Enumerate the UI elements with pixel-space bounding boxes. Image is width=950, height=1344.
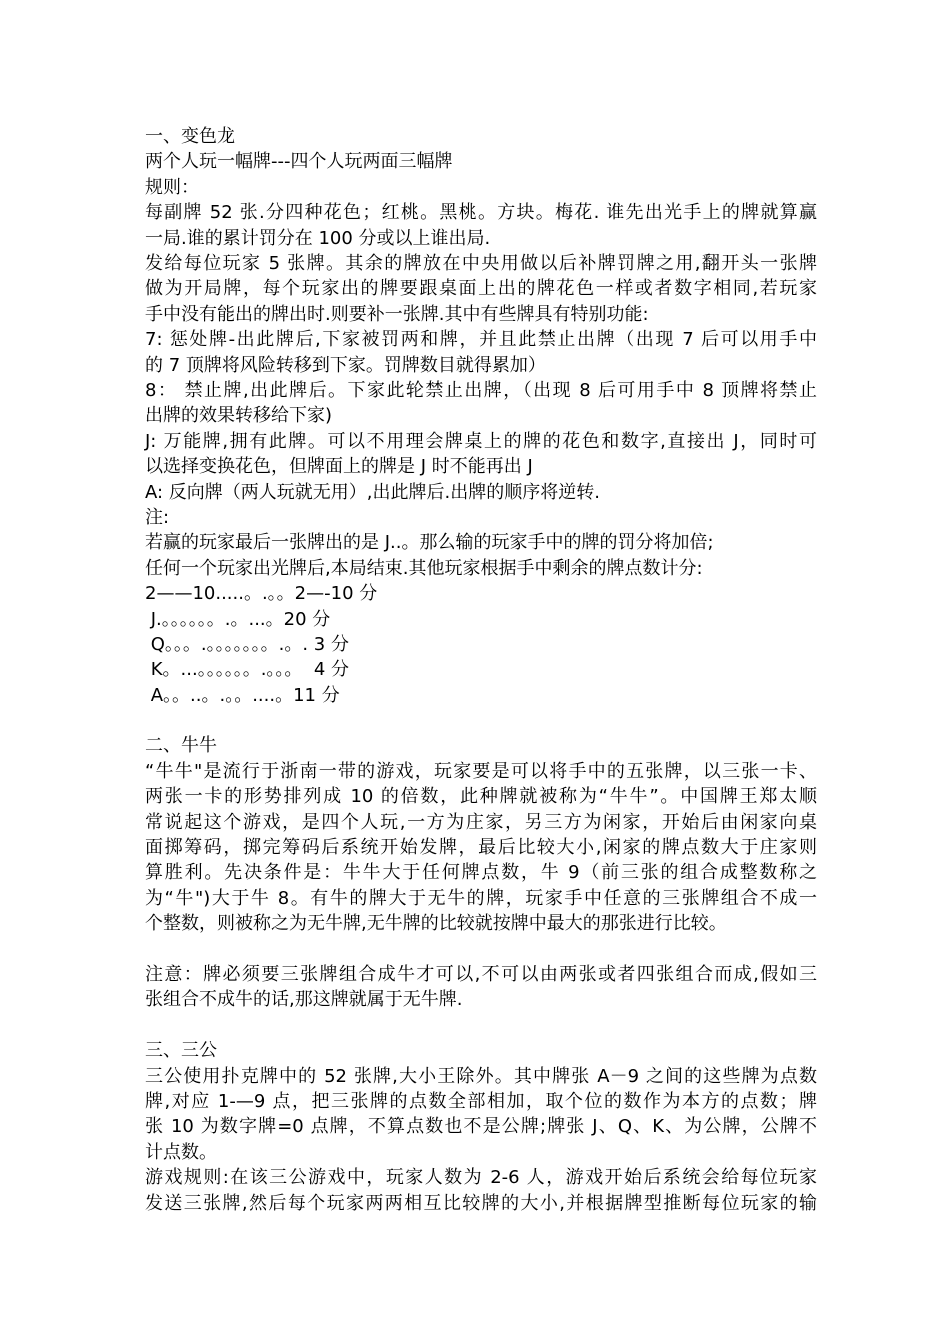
- section2-paragraph-line: 算胜利。先决条件是：牛牛大于任何牌点数，牛 9（前三张的组合成整数称之: [145, 862, 817, 884]
- section1-rules-line: J: 万能牌,拥有此牌。可以不用理会牌桌上的牌的花色和数字,直接出 J，同时可: [145, 430, 817, 452]
- section1-subtitle: 两个人玩一幅牌---四个人玩两面三幅牌: [145, 151, 453, 173]
- section1-rules-line: 每副牌 52 张.分四种花色；红桃。黑桃。方块。梅花. 谁先出光手上的牌就算赢: [145, 202, 817, 224]
- section1-rules-line: 一局.谁的累计罚分在 100 分或以上谁出局.: [145, 227, 491, 249]
- section1-note-line: 若赢的玩家最后一张牌出的是 J..。那么输的玩家手中的牌的罚分将加倍;: [145, 532, 714, 554]
- section-spacer: [145, 708, 817, 733]
- document-page: [145, 124, 817, 1216]
- section2-note-line: 注意：牌必须要三张牌组合成牛才可以,不可以由两张或者四张组合而成,假如三: [145, 964, 817, 986]
- section2-paragraph-line: 为“牛")大于牛 8。有牛的牌大于无牛的牌，玩家手中任意的三张牌组合不成一: [145, 887, 817, 909]
- score-line: A。。..。.。。....。11 分: [145, 684, 340, 706]
- section3-paragraph-line: 三公使用扑克牌中的 52 张牌,大小王除外。其中牌张 A－9 之间的这些牌为点数: [145, 1065, 817, 1087]
- section2-paragraph-line: 常说起这个游戏，是四个人玩,一方为庄家，另三方为闲家，开始后由闲家向桌: [145, 811, 817, 833]
- section2-paragraph-line: 两张一卡的形势排列成 10 的倍数，此种牌就被称为“牛牛”。中国牌王郑太顺: [145, 786, 817, 808]
- section3-paragraph-line: 发送三张牌,然后每个玩家两两相互比较牌的大小,并根据牌型推断每位玩家的输: [145, 1192, 817, 1214]
- section3-paragraph-line: 计点数。: [145, 1141, 217, 1163]
- section1-rules-label: 规则：: [145, 176, 199, 198]
- section1-rules-line: A: 反向牌（两人玩就无用）,出此牌后.出牌的顺序将逆转.: [145, 481, 600, 503]
- section2-note-line: 张组合不成牛的话,那这牌就属于无牛牌.: [145, 989, 463, 1011]
- section3-title: 三、三公: [145, 1040, 217, 1062]
- section2-paragraph-line: “牛牛"是流行于浙南一带的游戏，玩家要是可以将手中的五张牌，以三张一卡、: [145, 760, 817, 782]
- section1-rules-line: 7: 惩处牌-出此牌后,下家被罚两和牌，并且此禁止出牌（出现 7 后可以用手中: [145, 329, 817, 351]
- section1-rules-line: 发给每位玩家 5 张牌。其余的牌放在中央用做以后补牌罚牌之用,翻开头一张牌: [145, 252, 817, 274]
- section1-rules-line: 以选择变换花色，但牌面上的牌是 J 时不能再出 J: [145, 456, 533, 478]
- section1-note-label: 注:: [145, 506, 170, 528]
- section1-rules-line: 手中没有能出的牌出时.则要补一张牌.其中有些牌具有特别功能:: [145, 303, 649, 325]
- score-line: J.。。。。。。.。...。20 分: [145, 608, 331, 630]
- section3-paragraph-line: 游戏规则:在该三公游戏中，玩家人数为 2-6 人，游戏开始后系统会给每位玩家: [145, 1167, 817, 1189]
- section1-rules-line: 出牌的效果转移给下家): [145, 405, 333, 427]
- section1-rules-line: 8： 禁止牌,出此牌后。下家此轮禁止出牌，（出现 8 后可用手中 8 顶牌将禁止: [145, 379, 817, 401]
- section3-paragraph-line: 张 10 为数字牌=0 点牌，不算点数也不是公牌;牌张 J、Q、K、为公牌，公牌不: [145, 1116, 817, 1138]
- section2-title: 二、牛牛: [145, 735, 217, 757]
- section2-paragraph-line: 面掷筹码，掷完筹码后系统开始发牌，最后比较大小,闲家的牌点数大于庄家则: [145, 837, 817, 859]
- section1-rules-line: 的 7 顶牌将风险转移到下家。罚牌数目就得累加）: [145, 354, 546, 376]
- section2-paragraph-line: 个整数，则被称之为无牛牌,无牛牌的比较就按牌中最大的那张进行比较。: [145, 913, 727, 935]
- section1-rules-line: 做为开局牌，每个玩家出的牌要跟桌面上出的牌花色一样或者数字相同,若玩家: [145, 278, 817, 300]
- section3-paragraph-line: 牌,对应 1-—9 点，把三张牌的点数全部相加，取个位的数作为本方的点数；牌: [145, 1091, 817, 1113]
- score-line: K。...。。。。。。.。。。 4 分: [145, 659, 350, 681]
- section1-note-line: 任何一个玩家出光牌后,本局结束.其他玩家根据手中剩余的牌点数计分:: [145, 557, 703, 579]
- score-line: Q。。。.。。。。。。。.。. 3 分: [145, 633, 349, 655]
- section-spacer: [145, 937, 817, 962]
- score-line: 2——10.....。.。。2—-10 分: [145, 583, 378, 605]
- section1-title: 一、变色龙: [145, 126, 235, 147]
- section-spacer: [145, 1013, 817, 1038]
